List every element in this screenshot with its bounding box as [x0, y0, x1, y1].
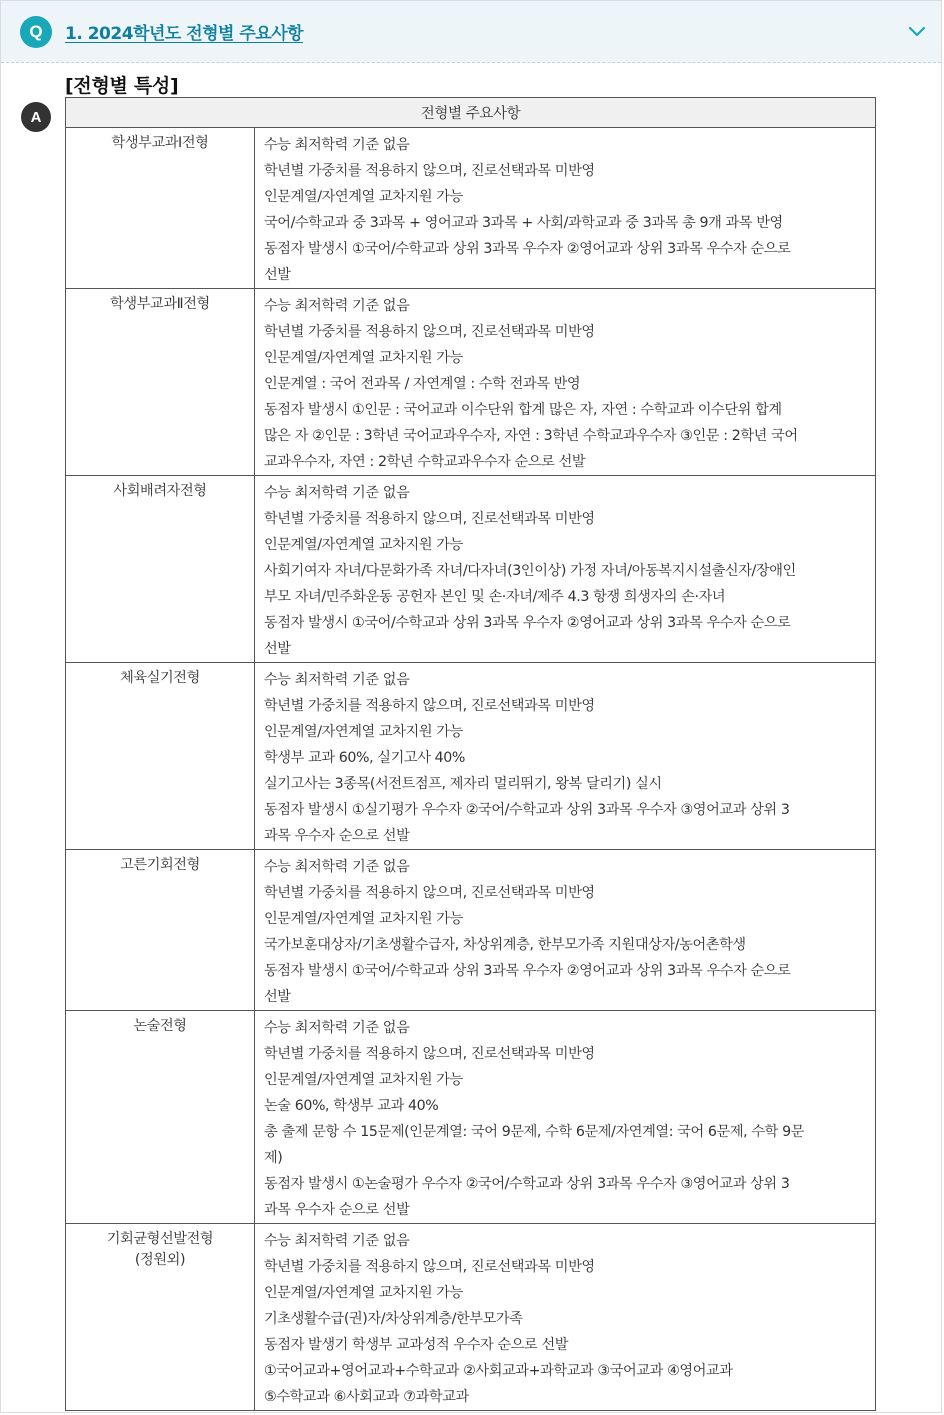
question-title-link[interactable]: 1. 2024학년도 전형별 주요사항	[65, 24, 304, 44]
detail-line: 선발	[264, 989, 291, 1005]
answer-badge: A	[21, 102, 51, 132]
admission-type-label: 논술전형	[133, 1018, 187, 1034]
detail-line: 인문계열/자연계열 교차지원 가능	[264, 537, 463, 553]
detail-line: 제)	[264, 1150, 283, 1166]
detail-line: 선발	[264, 267, 291, 283]
detail-line: 교과우수자, 자연 : 2학년 수학교과우수자 순으로 선발	[264, 454, 586, 470]
detail-line: 과목 우수자 순으로 선발	[264, 1202, 410, 1218]
detail-line: 동점자 발생시 ①논술평가 우수자 ②국어/수학교과 상위 3과목 우수자 ③영어교과 상위 3	[264, 1176, 790, 1192]
section-title: [전형별 특성]	[65, 75, 179, 97]
admission-type-cell	[66, 1011, 255, 1224]
question-badge: Q	[20, 16, 52, 48]
detail-line: 수능 최저학력 기준 없음	[264, 1233, 410, 1249]
detail-line: 동점자 발생시 ①국어/수학교과 상위 3과목 우수자 ②영어교과 상위 3과목 우수자 순으로	[264, 241, 791, 257]
admission-detail-cell	[255, 1011, 876, 1224]
table-row	[66, 289, 876, 476]
detail-line: 많은 자 ②인문 : 3학년 국어교과우수자, 자연 : 3학년 수학교과우수자 ③인문 : 2학년 국어	[264, 428, 798, 444]
detail-line: 수능 최저학력 기준 없음	[264, 672, 410, 688]
admission-type-label: 학생부교과Ⅱ전형	[110, 296, 210, 312]
detail-line: 인문계열/자연계열 교차지원 가능	[264, 911, 463, 927]
admission-type-label: 고른기회전형	[120, 857, 200, 873]
detail-line: 수능 최저학력 기준 없음	[264, 485, 410, 501]
detail-line: 논술 60%, 학생부 교과 40%	[264, 1098, 439, 1114]
detail-line: 동점자 발생시 ①실기평가 우수자 ②국어/수학교과 상위 3과목 우수자 ③영어교과 상위 3	[264, 802, 790, 818]
detail-line: 사회기여자 자녀/다문화가족 자녀/다자녀(3인이상) 가정 자녀/아동복지시설출신자/장애인	[264, 563, 796, 579]
admission-type-cell	[66, 850, 255, 1011]
table-header: 전형별 주요사항	[66, 98, 876, 128]
detail-line: 수능 최저학력 기준 없음	[264, 298, 410, 314]
detail-line: 선발	[264, 641, 291, 657]
detail-line: 학년별 가중치를 적용하지 않으며, 진로선택과목 미반영	[264, 1259, 595, 1275]
admission-detail-cell	[255, 850, 876, 1011]
admission-type-label: 체육실기전형	[120, 670, 200, 686]
detail-line: 국어/수학교과 중 3과목 + 영어교과 3과목 + 사회/과학교과 중 3과목 총 9개 과목 반영	[264, 215, 783, 231]
admission-type-cell	[66, 289, 255, 476]
detail-line: 학생부 교과 60%, 실기고사 40%	[264, 750, 465, 766]
admission-type-table	[65, 97, 876, 1411]
detail-line: 국가보훈대상자/기초생활수급자, 차상위계층, 한부모가족 지원대상자/농어촌학생	[264, 937, 746, 953]
detail-line: 학년별 가중치를 적용하지 않으며, 진로선택과목 미반영	[264, 698, 595, 714]
admission-type-label: 사회배려자전형	[113, 483, 207, 499]
detail-line: 인문계열/자연계열 교차지원 가능	[264, 350, 463, 366]
admission-detail-cell	[255, 289, 876, 476]
detail-line: ①국어교과+영어교과+수학교과 ②사회교과+과학교과 ③국어교과 ④영어교과	[264, 1363, 733, 1379]
admission-type-label: 학생부교과Ⅰ전형	[111, 135, 209, 151]
detail-line: 동점자 발생시 ①국어/수학교과 상위 3과목 우수자 ②영어교과 상위 3과목 우수자 순으로	[264, 963, 791, 979]
admission-type-cell	[66, 476, 255, 663]
admission-type-label: 기회균형선발전형	[106, 1231, 214, 1247]
detail-line: 수능 최저학력 기준 없음	[264, 1020, 410, 1036]
detail-line: 부모 자녀/민주화운동 공헌자 본인 및 손·자녀/제주 4.3 항쟁 희생자의 손·자녀	[264, 589, 726, 605]
chevron-down-icon[interactable]	[907, 21, 927, 41]
detail-line: 학년별 가중치를 적용하지 않으며, 진로선택과목 미반영	[264, 885, 595, 901]
detail-line: 학년별 가중치를 적용하지 않으며, 진로선택과목 미반영	[264, 324, 595, 340]
question-header[interactable]	[1, 1, 941, 63]
detail-line: 동점자 발생시 ①인문 : 국어교과 이수단위 합계 많은 자, 자연 : 수학교과 이수단위 합계	[264, 402, 782, 418]
admission-detail-cell	[255, 1224, 876, 1411]
admission-detail-cell	[255, 128, 876, 289]
admission-type-cell	[66, 128, 255, 289]
detail-line: 실기고사는 3종목(서전트점프, 제자리 멀리뛰기, 왕복 달리기) 실시	[264, 776, 662, 792]
detail-line: 인문계열/자연계열 교차지원 가능	[264, 189, 463, 205]
detail-line: 학년별 가중치를 적용하지 않으며, 진로선택과목 미반영	[264, 1046, 595, 1062]
detail-line: 인문계열/자연계열 교차지원 가능	[264, 1072, 463, 1088]
detail-line: 학년별 가중치를 적용하지 않으며, 진로선택과목 미반영	[264, 511, 595, 527]
admission-detail-cell	[255, 476, 876, 663]
table-row	[66, 663, 876, 850]
detail-line: 인문계열/자연계열 교차지원 가능	[264, 1285, 463, 1301]
admission-type-cell	[66, 1224, 255, 1411]
admission-type-cell	[66, 663, 255, 850]
table-row	[66, 128, 876, 289]
detail-line: 총 출제 문항 수 15문제(인문계열: 국어 9문제, 수학 6문제/자연계열: 국어 6문제, 수학 9문	[264, 1124, 805, 1140]
detail-line: 수능 최저학력 기준 없음	[264, 859, 410, 875]
detail-line: 기초생활수급(권)자/차상위계층/한부모가족	[264, 1311, 523, 1327]
admission-type-label: (정원외)	[134, 1252, 186, 1268]
detail-line: 인문계열/자연계열 교차지원 가능	[264, 724, 463, 740]
table-row	[66, 850, 876, 1011]
admission-detail-cell	[255, 663, 876, 850]
detail-line: 인문계열 : 국어 전과목 / 자연계열 : 수학 전과목 반영	[264, 376, 581, 392]
detail-line: 수능 최저학력 기준 없음	[264, 137, 410, 153]
table-row	[66, 476, 876, 663]
detail-line: 동점자 발생기 학생부 교과성적 우수자 순으로 선발	[264, 1337, 569, 1353]
table-row	[66, 1011, 876, 1224]
detail-line: 학년별 가중치를 적용하지 않으며, 진로선택과목 미반영	[264, 163, 595, 179]
table-row	[66, 1224, 876, 1411]
detail-line: 과목 우수자 순으로 선발	[264, 828, 410, 844]
detail-line: ⑤수학교과 ⑥사회교과 ⑦과학교과	[264, 1389, 469, 1405]
detail-line: 동점자 발생시 ①국어/수학교과 상위 3과목 우수자 ②영어교과 상위 3과목 우수자 순으로	[264, 615, 791, 631]
